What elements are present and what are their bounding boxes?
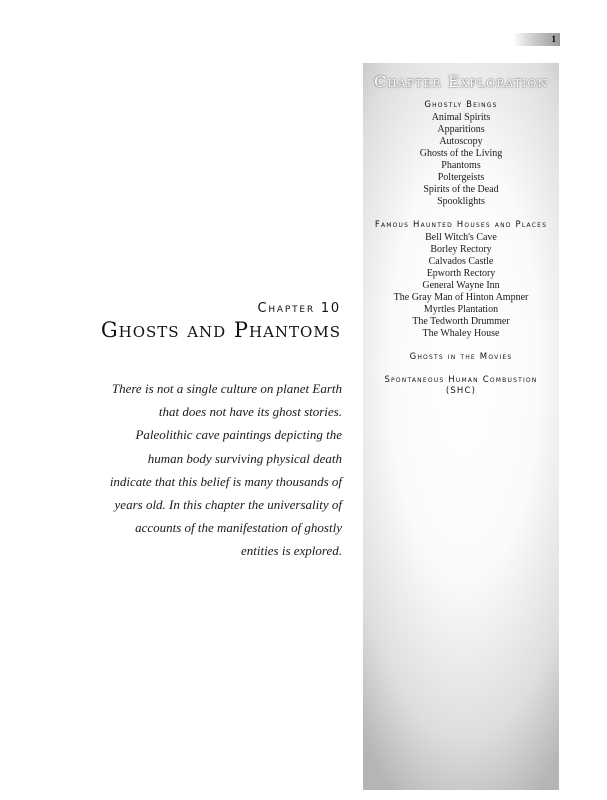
list-item: Poltergeists [437, 172, 485, 183]
sidebar-title: Chapter Exploration [373, 72, 549, 91]
page-number: 1 [551, 34, 556, 44]
sidebar-content [363, 100, 559, 409]
section-famous-haunted-houses [363, 220, 559, 340]
section-spontaneous-human-combustion [363, 375, 559, 397]
list-item: Spooklights [437, 196, 485, 207]
section-ghostly-beings [363, 100, 559, 208]
list-item: The Tedworth Drummer [412, 316, 510, 327]
list-item: Autoscopy [439, 136, 483, 147]
section-heading: Spontaneous Human Combustion (SHC) [384, 375, 538, 396]
list-item: Spirits of the Dead [423, 184, 499, 195]
list-item: The Whaley House [422, 328, 500, 339]
list-item: Borley Rectory [430, 244, 492, 255]
list-item: General Wayne Inn [422, 280, 500, 291]
chapter-title: Ghosts and Phantoms [100, 318, 341, 342]
list-item: Phantoms [441, 160, 481, 171]
chapter-label: Chapter 10 [257, 301, 341, 316]
section-heading: Famous Haunted Houses and Places [374, 220, 548, 230]
section-heading: Ghosts in the Movies [409, 352, 513, 362]
list-item: Bell Witch's Cave [425, 232, 497, 243]
chapter-intro: There is not a single culture on planet Earth that does not have its ghost stories. Paleolithic cave paintings depicting the human body surviving physical death indicate that this belief is many thousands of years old. In this chapter the universality of accounts of the manifestation of ghostly entities is explored. [109, 381, 342, 559]
list-item: Calvados Castle [428, 256, 494, 267]
list-item: Myrtles Plantation [423, 304, 499, 315]
list-item: Ghosts of the Living [419, 148, 503, 159]
section-ghosts-in-the-movies [363, 352, 559, 363]
chapter-exploration-sidebar [363, 63, 559, 790]
list-item: Epworth Rectory [426, 268, 496, 279]
list-item: The Gray Man of Hinton Ampner [393, 292, 529, 303]
list-item: Animal Spirits [431, 112, 491, 123]
list-item: Apparitions [437, 124, 485, 135]
page-number-tab [513, 33, 560, 46]
section-heading: Ghostly Beings [424, 100, 498, 110]
